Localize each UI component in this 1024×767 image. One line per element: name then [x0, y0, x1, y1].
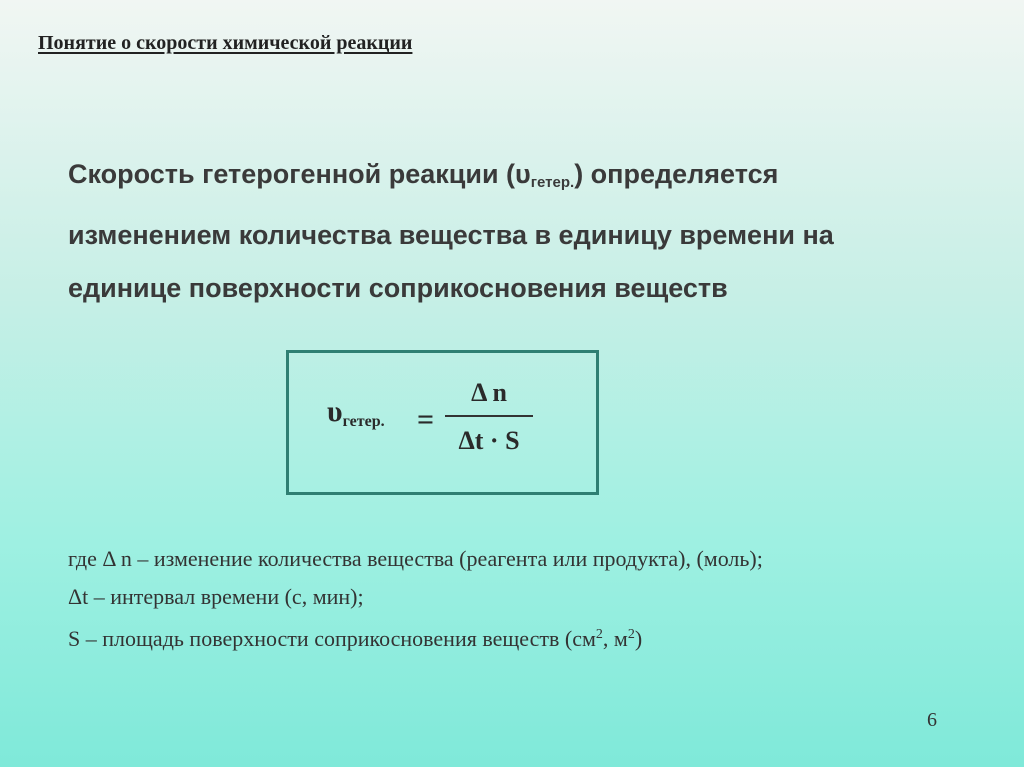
definition-line-2: изменением количества вещества в единицу времени на	[68, 220, 834, 250]
definition-line-3: единице поверхности соприкосновения веществ	[68, 273, 728, 303]
legend-row-area-end: )	[634, 626, 643, 651]
formula-fraction	[445, 375, 533, 459]
slide-title: Понятие о скорости химической реакции	[38, 32, 413, 54]
definition-text	[68, 148, 968, 315]
legend-row-area	[68, 616, 763, 658]
definition-line-1-end: ) определяется	[574, 159, 779, 189]
page-number: 6	[927, 709, 937, 731]
definition-line-1	[68, 148, 968, 209]
velocity-subscript: гетер.	[530, 174, 575, 191]
legend-row-delta-t: Δt – интервал времени (с, мин);	[68, 584, 364, 609]
legend-row-delta-n: где Δ n – изменение количества вещества (реагента или продукта), (моль);	[68, 546, 763, 571]
legend-row-area-start: S – площадь поверхности соприкосновения веществ (см	[68, 626, 596, 651]
legend-row-area-middle: , м	[602, 626, 628, 651]
formula-velocity-symbol: υ	[327, 395, 343, 428]
formula-numerator: Δ n	[471, 378, 507, 407]
fraction-bar	[445, 415, 533, 417]
formula-equals-sign: =	[417, 403, 435, 436]
legend-superscript-1: 2	[595, 627, 603, 642]
legend-superscript-2: 2	[627, 627, 635, 642]
formula-legend	[68, 540, 763, 658]
formula-denominator: Δt · S	[458, 426, 520, 455]
formula-lhs	[327, 395, 385, 431]
definition-line-1-start: Скорость гетерогенной реакции (υ	[68, 159, 531, 189]
formula-velocity-subscript: гетер.	[342, 413, 385, 430]
formula-box	[286, 350, 599, 495]
